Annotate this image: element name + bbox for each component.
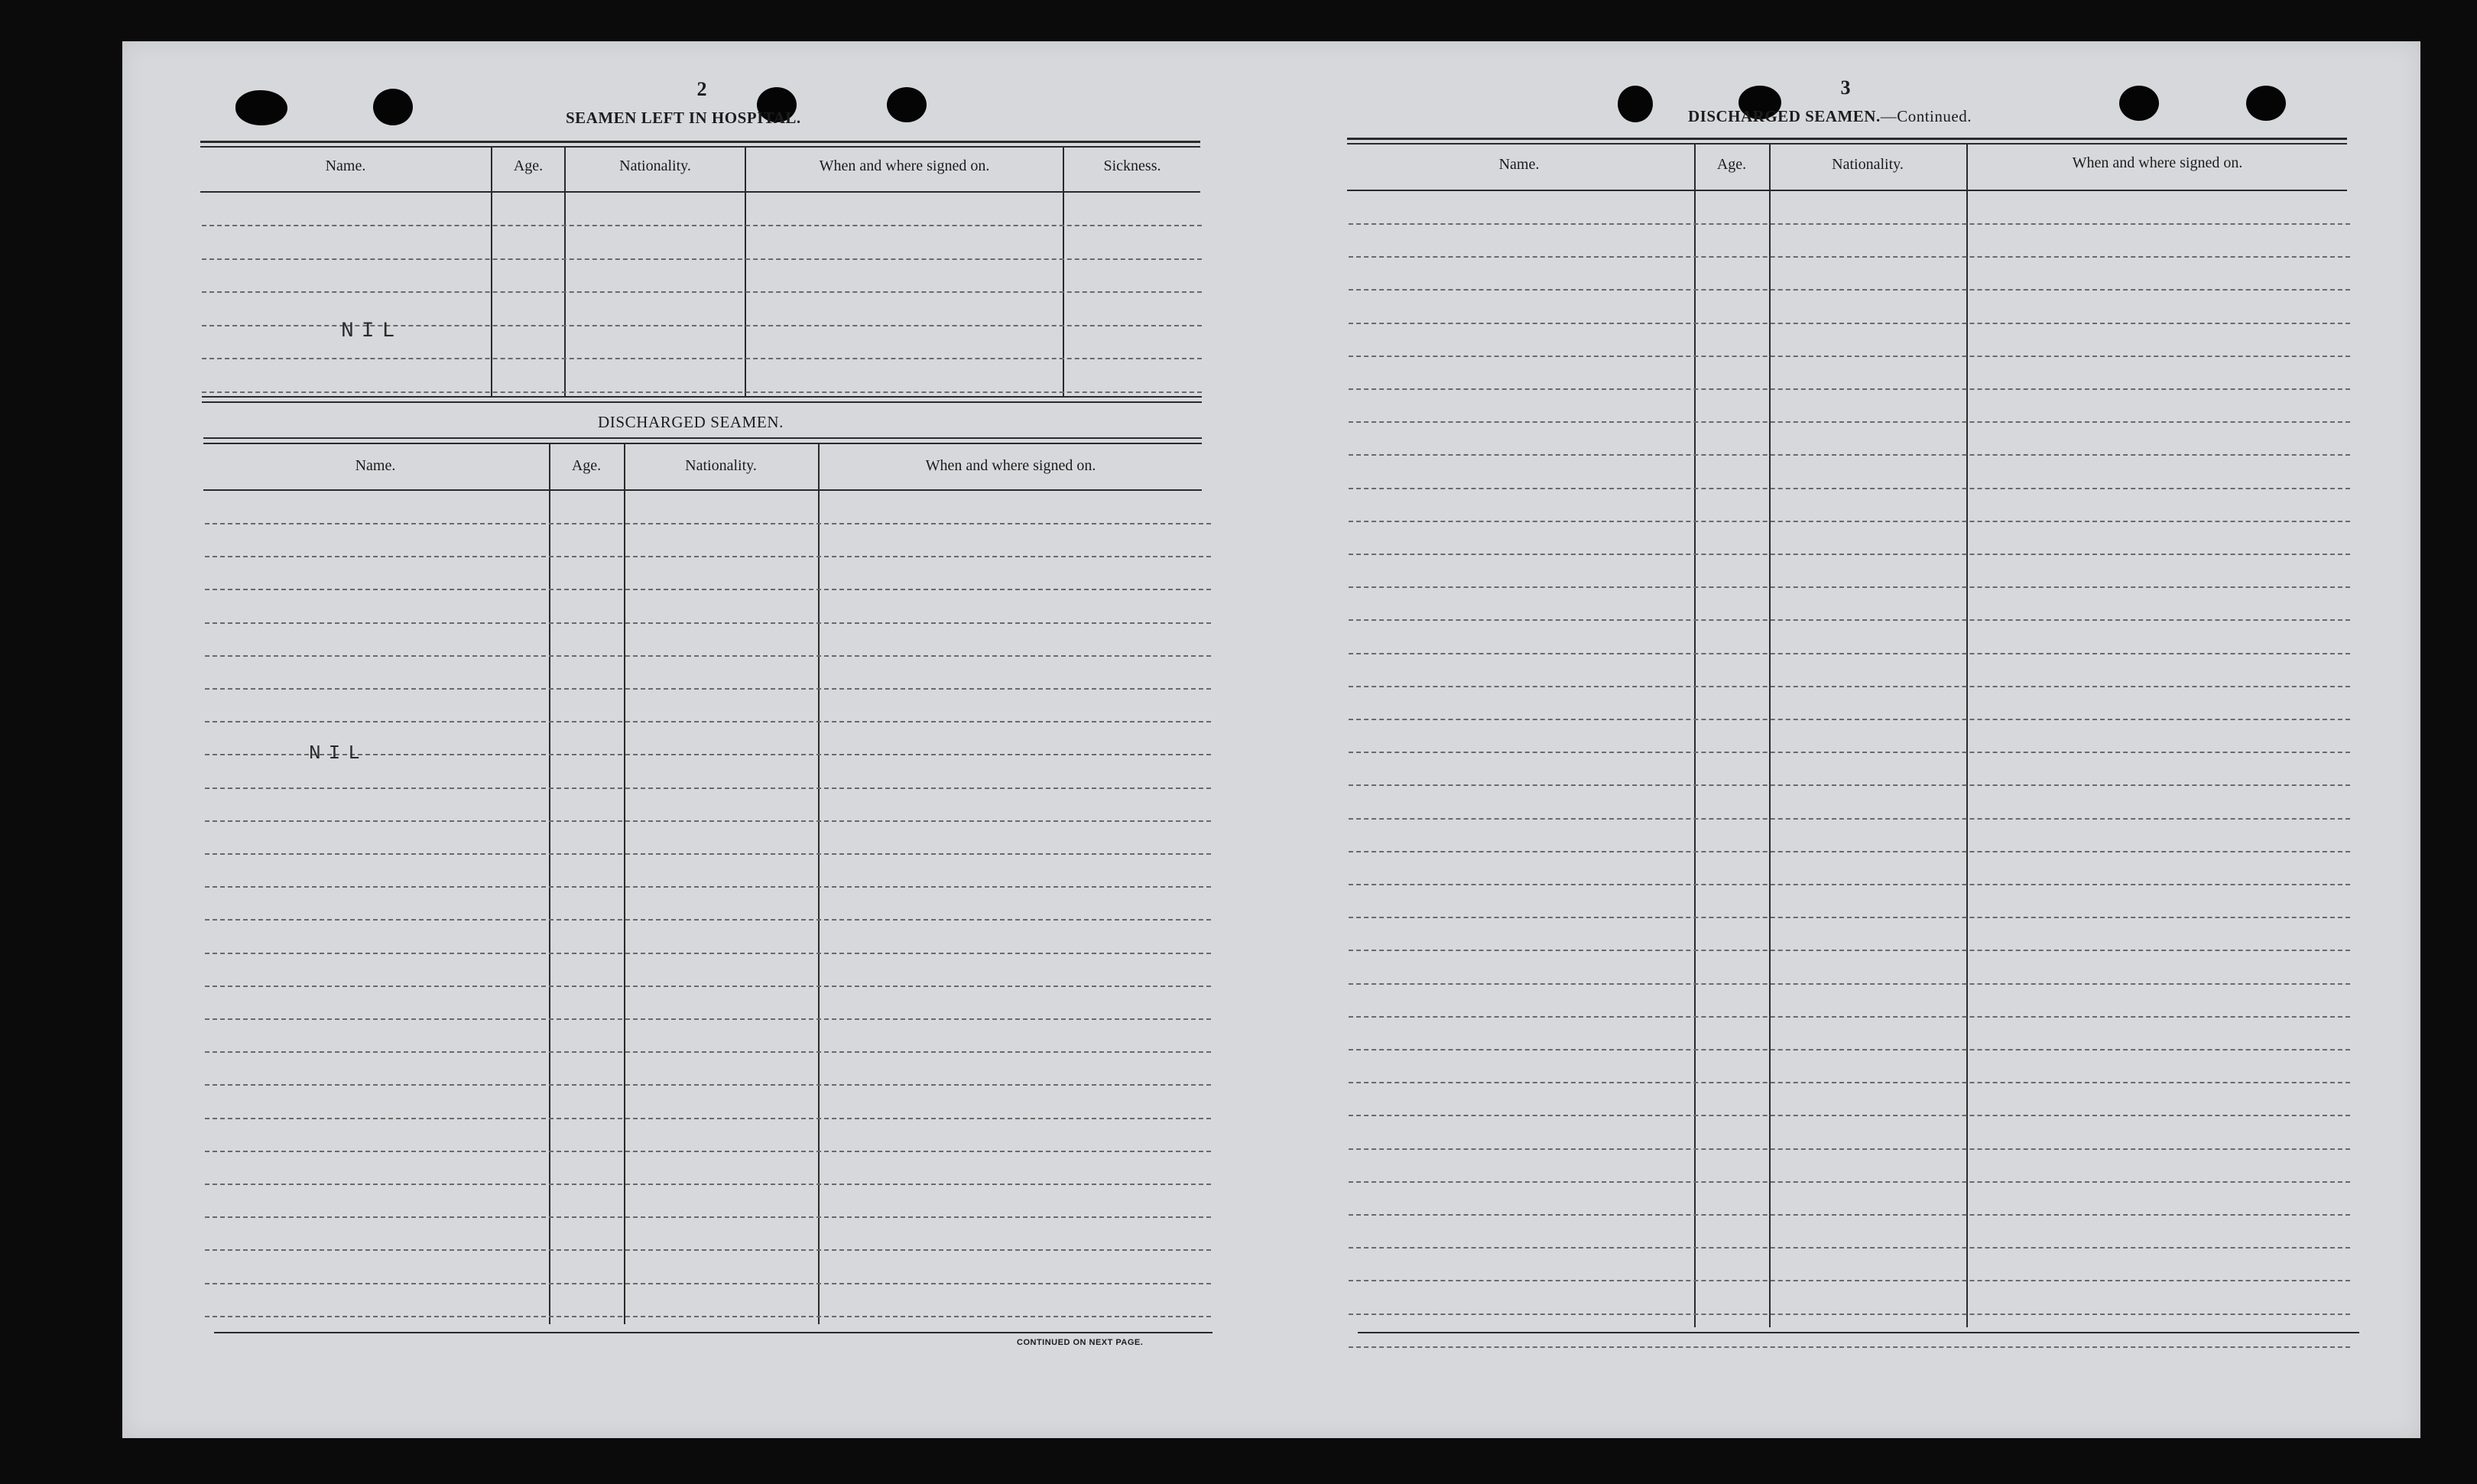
hospital-ruled-line xyxy=(202,391,1202,393)
discharged-ruled-line xyxy=(205,655,1211,657)
right-col-age: Age. xyxy=(1716,156,1747,173)
hospital-col-age: Age. xyxy=(513,157,544,174)
left-bottom-rule xyxy=(214,1332,1213,1333)
hospital-header-rule xyxy=(200,191,1200,193)
discharged-ruled-line xyxy=(205,622,1211,624)
discharged-ruled-line xyxy=(205,1184,1211,1185)
right-ruled-line xyxy=(1349,356,2350,357)
discharged-ruled-line xyxy=(205,1018,1211,1020)
discharged-ruled-line xyxy=(205,556,1211,557)
binder-hole xyxy=(887,87,927,122)
right-bottom-rule xyxy=(1358,1332,2359,1333)
binder-hole xyxy=(2119,86,2159,121)
hospital-ruled-line xyxy=(202,225,1202,226)
discharged-col-age: Age. xyxy=(571,457,602,474)
right-section-title xyxy=(1688,107,1972,126)
document-scan xyxy=(122,41,2420,1438)
discharged-ruled-line xyxy=(205,1216,1211,1218)
hospital-bottom-rule xyxy=(202,396,1202,398)
discharged-top-rule-2 xyxy=(203,443,1202,444)
right-ruled-line xyxy=(1349,1314,2350,1315)
right-ruled-line xyxy=(1349,1049,2350,1050)
discharged-top-rule xyxy=(203,437,1202,439)
hospital-section-title: SEAMEN LEFT IN HOSPITAL. xyxy=(566,109,801,127)
right-ruled-line xyxy=(1349,950,2350,951)
discharged-ruled-line xyxy=(205,1283,1211,1284)
right-ruled-line xyxy=(1349,1082,2350,1083)
right-ruled-line xyxy=(1349,917,2350,918)
binder-hole xyxy=(235,90,287,125)
discharged-ruled-line xyxy=(205,523,1211,524)
discharged-ruled-line xyxy=(205,1084,1211,1086)
right-col-signed-on: When and where signed on. xyxy=(2072,154,2243,171)
right-ruled-line xyxy=(1349,1247,2350,1249)
right-ruled-line xyxy=(1349,1016,2350,1018)
right-header-rule xyxy=(1347,190,2347,191)
right-ruled-line xyxy=(1349,1148,2350,1150)
hospital-top-rule xyxy=(200,141,1200,143)
discharged-ruled-line xyxy=(205,953,1211,954)
right-top-rule-2 xyxy=(1347,143,2347,145)
right-ruled-line xyxy=(1349,388,2350,390)
hospital-bottom-rule-2 xyxy=(202,401,1202,403)
discharged-nil-entry: NIL xyxy=(309,742,368,765)
binder-hole xyxy=(373,89,413,125)
right-ruled-line xyxy=(1349,421,2350,423)
right-top-rule xyxy=(1347,138,2347,140)
hospital-col-nationality: Nationality. xyxy=(619,157,691,174)
right-ruled-line xyxy=(1349,289,2350,291)
discharged-ruled-line xyxy=(205,787,1211,789)
right-ruled-line xyxy=(1349,323,2350,324)
discharged-col-nationality: Nationality. xyxy=(685,457,757,474)
right-ruled-line xyxy=(1349,1214,2350,1216)
right-ruled-line xyxy=(1349,851,2350,852)
discharged-header-rule xyxy=(203,489,1202,491)
discharged-divider xyxy=(549,443,550,1324)
discharged-ruled-line xyxy=(205,986,1211,987)
right-ruled-line xyxy=(1349,818,2350,820)
continued-footer: CONTINUED ON NEXT PAGE. xyxy=(1017,1338,1144,1347)
hospital-col-name: Name. xyxy=(325,157,366,174)
discharged-ruled-line xyxy=(205,853,1211,855)
discharged-ruled-line xyxy=(205,589,1211,590)
right-ruled-line xyxy=(1349,1280,2350,1281)
right-ruled-line xyxy=(1349,554,2350,555)
discharged-ruled-line xyxy=(205,1051,1211,1053)
binder-hole xyxy=(2246,86,2286,121)
discharged-col-signed-on: When and where signed on. xyxy=(925,457,1096,474)
hospital-col-sickness: Sickness. xyxy=(1103,157,1161,174)
discharged-ruled-line xyxy=(205,688,1211,690)
right-divider xyxy=(1966,144,1968,1327)
right-ruled-line xyxy=(1349,223,2350,225)
discharged-ruled-line xyxy=(205,1118,1211,1119)
right-ruled-line xyxy=(1349,784,2350,786)
right-ruled-line xyxy=(1349,1346,2350,1348)
right-ruled-line xyxy=(1349,1181,2350,1183)
hospital-ruled-line xyxy=(202,358,1202,359)
discharged-divider xyxy=(624,443,625,1324)
right-ruled-line xyxy=(1349,983,2350,985)
left-page-number: 2 xyxy=(696,78,707,100)
right-ruled-line xyxy=(1349,653,2350,654)
hospital-col-signed-on: When and where signed on. xyxy=(819,157,990,174)
hospital-ruled-line xyxy=(202,258,1202,260)
right-divider xyxy=(1769,144,1771,1327)
right-ruled-line xyxy=(1349,256,2350,258)
discharged-ruled-line xyxy=(205,919,1211,921)
right-divider xyxy=(1694,144,1696,1327)
discharged-col-name: Name. xyxy=(355,457,396,474)
right-ruled-line xyxy=(1349,884,2350,885)
right-ruled-line xyxy=(1349,488,2350,489)
right-ruled-line xyxy=(1349,1115,2350,1116)
hospital-top-rule-2 xyxy=(200,146,1200,148)
right-section-title-suffix: —Continued. xyxy=(1880,107,1972,125)
discharged-ruled-line xyxy=(205,1151,1211,1152)
right-ruled-line xyxy=(1349,521,2350,522)
right-ruled-line xyxy=(1349,686,2350,687)
right-col-nationality: Nationality. xyxy=(1832,156,1904,173)
discharged-section-title: DISCHARGED SEAMEN. xyxy=(598,413,784,431)
discharged-ruled-line xyxy=(205,886,1211,888)
hospital-ruled-line xyxy=(202,291,1202,293)
hospital-nil-entry: NIL xyxy=(341,320,403,343)
right-ruled-line xyxy=(1349,619,2350,621)
right-section-title-main: DISCHARGED SEAMEN. xyxy=(1688,107,1881,125)
discharged-divider xyxy=(818,443,820,1324)
right-ruled-line xyxy=(1349,586,2350,588)
right-ruled-line xyxy=(1349,454,2350,456)
right-col-name: Name. xyxy=(1498,156,1540,173)
discharged-ruled-line xyxy=(205,1316,1211,1317)
discharged-ruled-line xyxy=(205,820,1211,822)
right-ruled-line xyxy=(1349,752,2350,753)
discharged-ruled-line xyxy=(205,721,1211,723)
discharged-ruled-line xyxy=(205,1249,1211,1251)
right-ruled-line xyxy=(1349,719,2350,720)
right-page-number: 3 xyxy=(1840,76,1851,99)
binder-hole xyxy=(1618,86,1653,122)
